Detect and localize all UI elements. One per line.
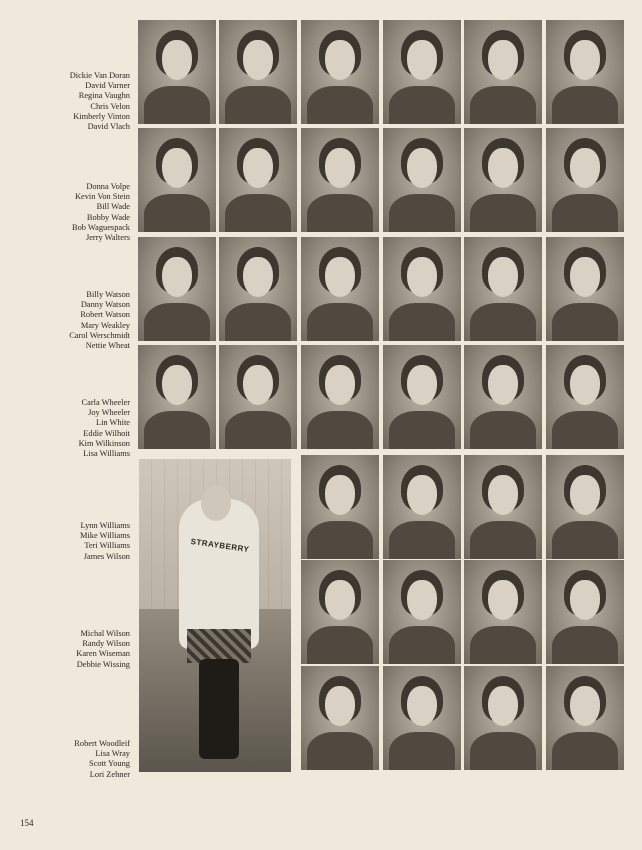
portrait-face [407,40,437,80]
portrait-face [407,257,437,297]
student-name: Bobby Wade [86,212,130,222]
candid-photo [139,459,291,772]
portrait-face [162,365,192,405]
portrait-face [570,257,600,297]
student-portrait [546,20,624,124]
portrait-body [470,732,536,770]
student-portrait [383,128,461,232]
portrait-body [389,194,455,232]
portrait-face [162,257,192,297]
page-number: 154 [20,818,34,828]
student-portrait [464,560,542,664]
student-name: Robert Woodleif [74,739,130,748]
portrait-body [307,194,373,232]
student-portrait [383,20,461,124]
name-list [14,290,130,351]
student-portrait [383,237,461,341]
student-name: Lisa Williams [83,449,130,459]
student-portrait [546,237,624,341]
student-name: Kim Wilkinson [78,438,130,448]
student-portrait [301,20,379,124]
portrait-body [389,411,455,449]
student-name: Eddie Wilhoit [83,428,130,438]
portrait-face [407,475,437,515]
portrait-face [570,686,600,726]
student-portrait [546,455,624,559]
portrait-body [552,194,618,232]
portrait-face [407,686,437,726]
cheerleader-figure [179,499,259,649]
portrait-face [325,148,355,188]
student-portrait [301,237,379,341]
student-name: Lin White [95,418,130,428]
student-name: Lori Zehner [89,769,130,779]
portrait-face [488,148,518,188]
portrait-body [225,194,291,232]
portrait-body [470,411,536,449]
student-portrait [383,345,461,449]
portrait-body [307,411,373,449]
portrait-face [488,686,518,726]
portrait-face [325,40,355,80]
name-list [14,739,130,780]
portrait-face [162,40,192,80]
student-portrait [219,20,297,124]
portrait-face [325,580,355,620]
name-list [14,398,130,459]
portrait-body [470,86,536,124]
student-portrait [301,128,379,232]
student-name: Danny Watson [80,300,130,310]
student-portrait [219,128,297,232]
student-name: Regina Vaughn [78,91,130,101]
student-portrait [138,345,216,449]
student-portrait [301,455,379,559]
cheerleader-head [201,485,231,521]
name-list [14,521,130,562]
portrait-body [225,86,291,124]
portrait-face [570,365,600,405]
student-name: Kimberly Vinton [73,111,130,121]
name-list [14,629,130,670]
student-portrait [138,20,216,124]
portrait-face [488,580,518,620]
student-portrait [301,560,379,664]
portrait-body [470,194,536,232]
student-name: Lynn Williams [80,521,130,530]
student-name: Kevin Von Stein [74,192,130,202]
portrait-body [307,521,373,559]
portrait-body [144,411,210,449]
student-portrait [301,666,379,770]
student-name: Billy Watson [86,290,130,299]
portrait-body [144,303,210,341]
student-portrait [219,345,297,449]
portrait-body [307,626,373,664]
portrait-body [144,194,210,232]
student-name: Lisa Wray [95,749,130,759]
student-name: Bob Waguespack [71,222,130,232]
student-portrait [219,237,297,341]
portrait-body [307,303,373,341]
portrait-body [307,86,373,124]
portrait-face [570,475,600,515]
portrait-face [570,40,600,80]
student-portrait [138,237,216,341]
portrait-body [552,86,618,124]
student-name: James Wilson [83,551,130,561]
plaid-skirt [187,629,251,663]
portrait-face [162,148,192,188]
portrait-face [570,148,600,188]
student-portrait [464,345,542,449]
student-name: Joy Wheeler [88,408,130,418]
portrait-body [470,626,536,664]
portrait-face [325,365,355,405]
portrait-face [325,475,355,515]
name-list [14,71,130,132]
portrait-face [488,365,518,405]
portrait-body [389,303,455,341]
student-name: Robert Watson [80,310,130,320]
student-name: Teri Williams [84,541,130,551]
student-name: David Vlach [87,122,130,132]
student-name: Michal Wilson [80,629,130,638]
portrait-body [389,521,455,559]
portrait-face [407,365,437,405]
student-name: Carol Werschmidt [69,330,130,340]
portrait-face [488,257,518,297]
student-name: Carla Wheeler [81,398,130,407]
portrait-face [243,40,273,80]
name-list [14,182,130,243]
student-name: Karen Wiseman [76,649,130,659]
student-name: David Varner [85,81,130,91]
student-portrait [546,128,624,232]
portrait-body [552,521,618,559]
student-name: Bill Wade [96,202,130,212]
student-name: Mike Williams [80,531,130,541]
student-portrait [546,666,624,770]
student-portrait [546,345,624,449]
student-portrait [383,666,461,770]
portrait-body [552,626,618,664]
sweater-lettering: STRAYBERRY [190,536,250,555]
student-portrait [546,560,624,664]
student-portrait [464,455,542,559]
student-portrait [464,128,542,232]
student-name: Chris Velon [90,101,130,111]
portrait-body [470,521,536,559]
portrait-body [307,732,373,770]
student-portrait [464,237,542,341]
portrait-face [488,475,518,515]
student-name: Dickie Van Doran [69,71,130,80]
student-portrait [383,455,461,559]
portrait-face [407,580,437,620]
portrait-body [470,303,536,341]
portrait-body [552,411,618,449]
portrait-body [389,86,455,124]
portrait-face [325,686,355,726]
student-portrait [301,345,379,449]
portrait-face [243,257,273,297]
portrait-body [552,303,618,341]
portrait-face [325,257,355,297]
student-portrait [383,560,461,664]
portrait-body [389,626,455,664]
portrait-face [570,580,600,620]
portrait-face [407,148,437,188]
student-name: Donna Volpe [86,182,130,191]
student-portrait [138,128,216,232]
student-name: Randy Wilson [82,639,130,649]
student-name: Debbie Wissing [76,659,130,669]
portrait-body [552,732,618,770]
portrait-body [225,411,291,449]
portrait-body [225,303,291,341]
student-name: Scott Young [89,759,130,769]
student-name: Jerry Walters [85,233,130,243]
portrait-body [144,86,210,124]
student-portrait [464,666,542,770]
student-name: Nettie Wheat [85,341,130,351]
student-name: Mary Weakley [80,320,130,330]
portrait-face [243,365,273,405]
student-portrait [464,20,542,124]
portrait-face [488,40,518,80]
legs [199,659,239,759]
portrait-face [243,148,273,188]
portrait-body [389,732,455,770]
